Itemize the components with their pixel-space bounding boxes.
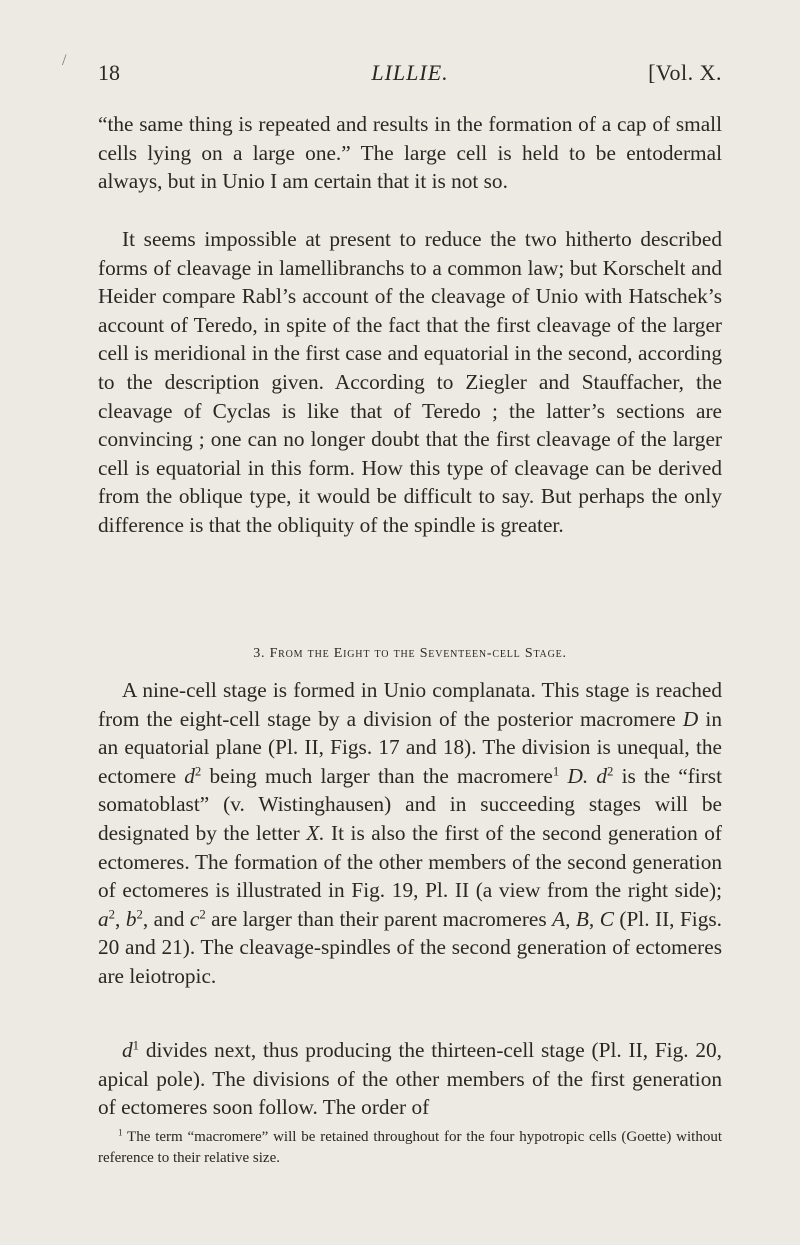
text-run: is the “first somatoblast” (v. Wistinghausen) and in succeeding stages will be designated by the letter	[98, 763, 722, 845]
superscript: 2	[136, 907, 143, 922]
superscript: 1	[132, 1038, 140, 1053]
text-run: ,	[115, 906, 126, 931]
text-run: divides next, thus producing the thirteen-cell stage (Pl. II, Fig. 20, apical pole). The divisions of the other members of the first generation of ectomeres soon follow. The order of	[98, 1038, 722, 1120]
paragraph-cleavage-forms: It seems impossible at present to reduce the two hitherto described forms of cleavage in lamellibranchs to a common law; but Korschelt and Heider compare Rabl’s account of the cleavage of Unio with Hatschek’s account of Teredo, in spite of the fact that the first cleavage of the larger cell is meridional in the first case and equatorial in the second, according to the description given. According to Ziegler and Stauffacher, the cleavage of Cyclas is like that of Teredo ; the latter’s sections are convincing ; one can no longer doubt that the first cleavage of the larger cell is equatorial in this form. How this type of cleavage can be derived from the oblique type, it would be difficult to say. But perhaps the only difference is that the obliquity of the spindle is greater.	[98, 227, 722, 537]
italic-symbol: d	[122, 1038, 133, 1062]
text-run: (Pl. II, Figs. 20 and 21). The cleavage-spindles of the second generation of ectomeres are leiotropic.	[98, 906, 722, 988]
text-run: being much larger than the macromere	[201, 763, 553, 788]
italic-symbol: X.	[306, 820, 325, 845]
superscript: 2	[108, 907, 116, 922]
superscript: 2	[194, 764, 202, 779]
footnote-text: The term “macromere” will be retained throughout for the four hypotropic cells (Goette) without reference to their relative size.	[98, 1129, 722, 1166]
italic-symbol: D.	[567, 763, 589, 788]
paragraph-nine-cell-stage	[98, 676, 722, 991]
text-run: , and	[142, 906, 190, 931]
italic-symbol: b	[125, 906, 137, 931]
section-heading: 3. From the Eight to the Seventeen-cell Stage.	[253, 646, 567, 661]
italic-symbol: d	[596, 763, 608, 788]
superscript: 2	[199, 907, 206, 922]
italic-symbol: c	[189, 906, 200, 931]
text-run: A nine-cell stage is formed in Unio complanata. This stage is reached from the eight-cell stage by a division of the posterior macromere	[98, 678, 722, 731]
text-run: are larger than their parent macromeres	[205, 906, 553, 931]
superscript: 2	[607, 764, 614, 779]
page-number: 18	[98, 60, 120, 85]
footnote-marker: 1	[118, 1127, 123, 1138]
running-header	[98, 60, 722, 90]
text-run: It is also the first of the second generation of ectomeres. The formation of the other members of the second generation of ectomeres is illustrated in Fig. 19, Pl. II (a view from the right side);	[98, 820, 722, 903]
text-run: in an equatorial plane (Pl. II, Figs. 17 and 18). The division is unequal, the ectomere	[98, 706, 722, 788]
running-title: LILLIE.	[371, 60, 449, 85]
italic-symbol: A, B, C	[552, 906, 614, 931]
volume-label: [Vol. X.	[648, 60, 722, 85]
italic-symbol: a	[98, 906, 109, 931]
margin-pencil-mark: /	[62, 52, 67, 69]
paragraph-thirteen-cell-stage	[98, 1036, 722, 1122]
footnote	[98, 1127, 722, 1169]
italic-symbol: d	[184, 763, 195, 788]
italic-symbol: D	[682, 706, 699, 731]
footnote-reference: 1	[552, 764, 560, 779]
paragraph-quote-continuation: “the same thing is repeated and results in the formation of a cap of small cells lying on a large one.” The large cell is held to be entodermal always, but in Unio I am certain that it is not so.	[98, 112, 722, 194]
